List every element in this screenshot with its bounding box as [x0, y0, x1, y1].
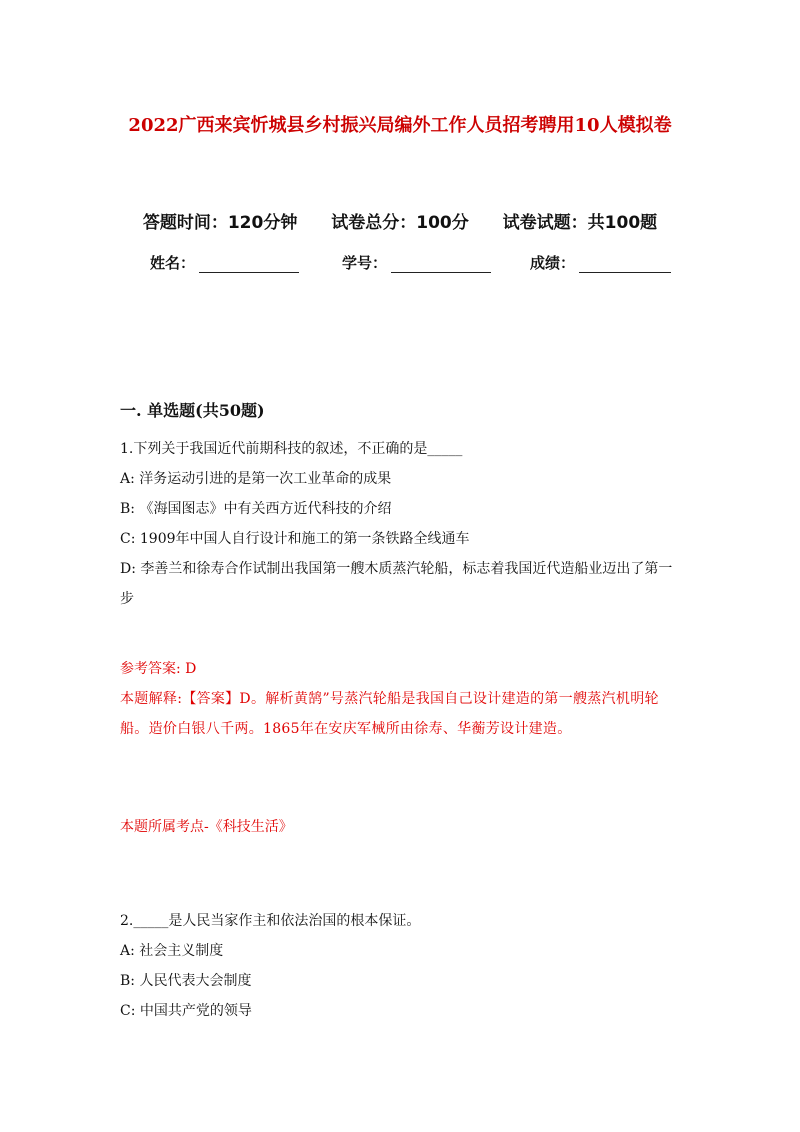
question-1-option-d: D: 李善兰和徐寿合作试制出我国第一艘木质蒸汽轮船，标志着我国近代造船业迈出了第一步 — [120, 561, 673, 607]
name-blank — [199, 256, 299, 273]
question-2-option-c: C: 中国共产党的领导 — [120, 1003, 252, 1019]
exam-meta — [0, 208, 800, 233]
question-1-topic-block — [120, 812, 680, 842]
exam-question-count: 试卷试题：共100题 — [502, 213, 658, 233]
exam-total-score: 试卷总分：100分 — [331, 213, 469, 233]
question-2-option-a: A: 社会主义制度 — [120, 943, 224, 959]
question-1-option-a: A: 洋务运动引进的是第一次工业革命的成果 — [120, 471, 392, 487]
question-1 — [120, 434, 680, 614]
name-field — [150, 252, 299, 273]
question-1-answer: 参考答案: D — [120, 661, 197, 677]
score-blank — [579, 256, 671, 273]
id-blank — [391, 256, 491, 273]
id-field — [342, 252, 491, 273]
score-label: 成绩： — [530, 254, 576, 272]
score-field — [530, 252, 671, 273]
question-1-option-b: B: 《海国图志》中有关西方近代科技的介绍 — [120, 501, 392, 517]
section-title: 一. 单选题(共50题) — [120, 401, 265, 420]
question-2-stem: 2._____是人民当家作主和依法治国的根本保证。 — [120, 913, 421, 929]
question-2 — [120, 906, 680, 1026]
question-1-option-c: C: 1909年中国人自行设计和施工的第一条铁路全线通车 — [120, 531, 470, 547]
id-label: 学号： — [342, 254, 388, 272]
exam-time: 答题时间：120分钟 — [142, 213, 298, 233]
question-2-option-b: B: 人民代表大会制度 — [120, 973, 252, 989]
question-1-stem: 1.下列关于我国近代前期科技的叙述，不正确的是_____ — [120, 441, 463, 457]
question-1-explanation: 本题解释:【答案】D。解析黄鹄”号蒸汽轮船是我国自己设计建造的第一艘蒸汽机明轮船。造价白银八千两。1865年在安庆军械所由徐寿、华蘅芳设计建造。 — [120, 691, 659, 737]
exam-title: 2022广西来宾忻城县乡村振兴局编外工作人员招考聘用10人模拟卷 — [128, 115, 672, 136]
name-label: 姓名： — [150, 254, 196, 272]
question-1-topic: 本题所属考点-《科技生活》 — [120, 819, 293, 835]
question-1-answer-block — [120, 654, 680, 744]
